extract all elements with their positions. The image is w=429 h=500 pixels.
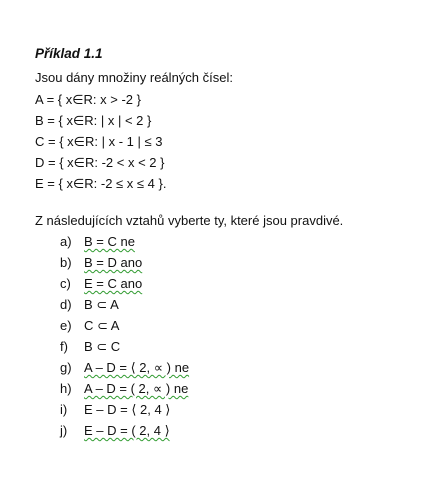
item-text: B = D ano [84,255,143,270]
answer-item-d [60,297,119,313]
item-text: A – D = ⟨ 2, ∝ ) ne [84,360,190,375]
set-definition-b: B = { x∈R: | x | < 2 } [35,113,152,128]
item-marker: c) [60,276,71,291]
answer-item-e [60,318,119,334]
question-text: Z následujících vztahů vyberte ty, které jsou pravdivé. [35,213,344,228]
set-definition-c: C = { x∈R: | x - 1 | ≤ 3 [35,134,163,149]
item-text: E – D = ( 2, 4 ⟩ [84,423,170,438]
answer-item-h [60,381,188,397]
set-definition-d: D = { x∈R: -2 < x < 2 } [35,155,165,170]
answer-item-j [60,423,170,439]
item-text: B ⊂ A [84,297,119,312]
answer-item-c [60,276,142,291]
answer-item-a [60,234,135,249]
item-marker: d) [60,297,72,312]
example-title: Příklad 1.1 [35,46,103,61]
item-marker: e) [60,318,72,333]
item-marker: a) [60,234,72,249]
item-marker: f) [60,339,68,354]
item-text: E = C ano [84,276,143,291]
set-definition-a: A = { x∈R: x > -2 } [35,92,141,107]
item-text: E – D = ⟨ 2, 4 ⟩ [84,402,171,417]
item-text: B = C ne [84,234,135,249]
answer-item-g [60,360,189,376]
item-marker: b) [60,255,72,270]
set-definition-e: E = { x∈R: -2 ≤ x ≤ 4 }. [35,176,167,191]
item-marker: i) [60,402,68,417]
item-text: C ⊂ A [84,318,120,333]
answer-item-f [60,339,120,355]
item-text: B ⊂ C [84,339,121,354]
item-marker: g) [60,360,72,375]
item-marker: h) [60,381,72,396]
intro-text: Jsou dány množiny reálných čísel: [35,70,233,85]
item-text: A – D = ( 2, ∝ ) ne [84,381,189,396]
item-marker: j) [60,423,68,438]
answer-item-i [60,402,170,418]
answer-item-b [60,255,142,270]
